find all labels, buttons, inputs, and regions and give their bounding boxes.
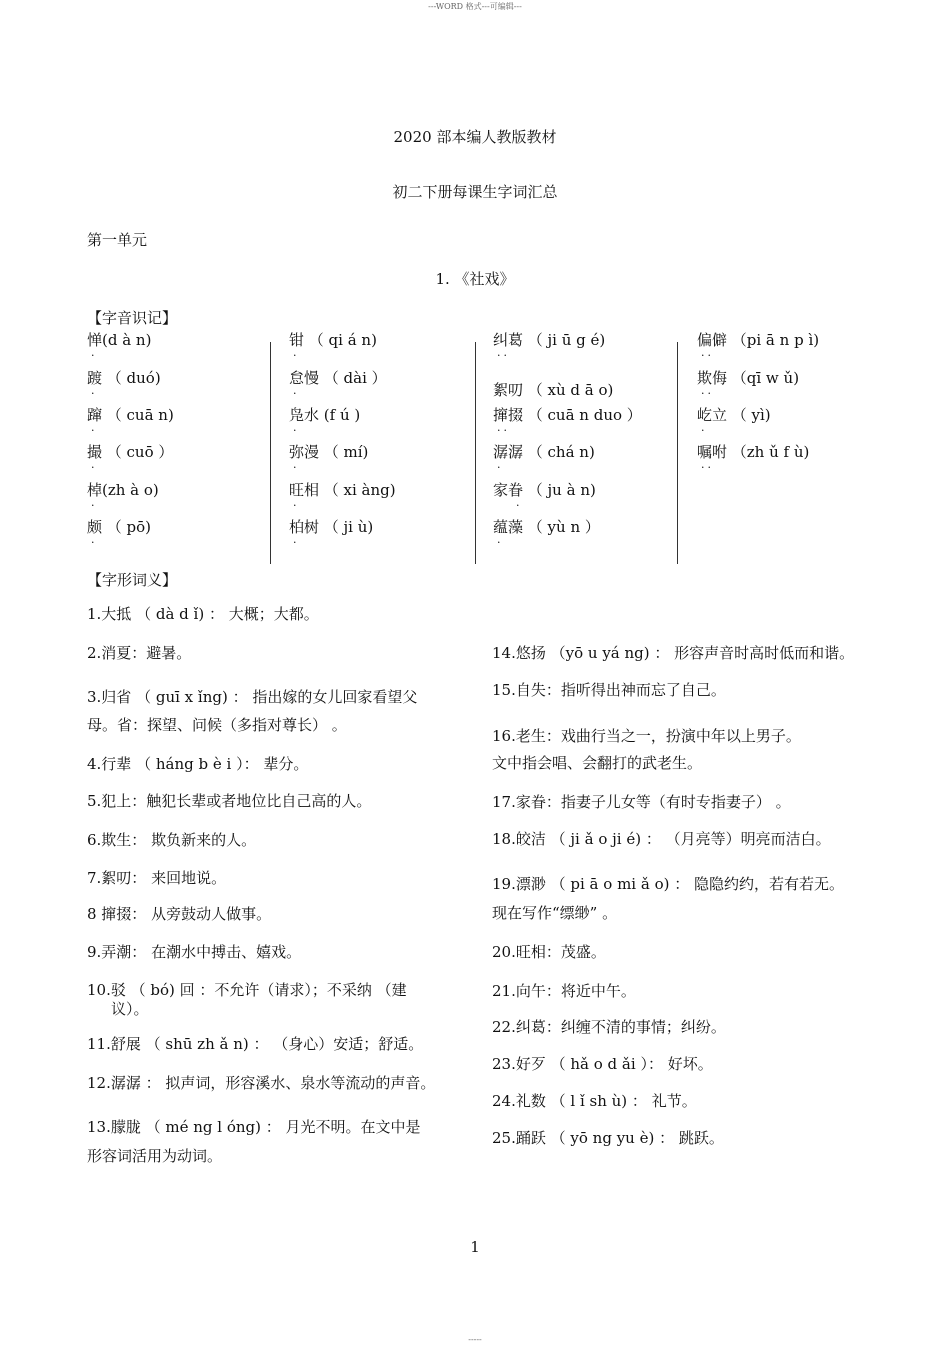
definition-item: 文中指会唱、会翻打的武老生。 [492,754,703,772]
definition-item: 18.皎洁 （ ji ǎ o ji é) ： （月亮等）明亮而洁白。 [492,830,831,848]
definition-item: 3.归省 （ guī x ǐng) ： 指出嫁的女儿回家看望父 [87,688,418,706]
definition-item: 9.弄潮： 在潮水中搏击、嬉戏。 [87,943,302,961]
definition-item: 21.向午：将近中午。 [492,982,636,1000]
pron-word: 踱 （ duó) [87,369,161,387]
pron-word: 惮(d à n) [87,331,152,349]
pron-word: 蹿 （ cuā n) [87,406,174,424]
emphasis-dots: · [497,461,504,474]
emphasis-dots: · [91,424,98,437]
definition-item: 14.悠扬 （yō u yá ng) ： 形容声音时高时低而和谐。 [492,644,855,662]
emphasis-dots: · [497,536,504,549]
definition-item: 2.消夏：避暑。 [87,644,192,662]
definition-item: 13.朦胧 （ mé ng l óng) ： 月光不明。在文中是 [87,1118,421,1136]
pron-word: 絮叨 （ xù d ā o) [493,381,614,399]
meaning-heading: 【字形词义】 [87,571,178,589]
definition-item: 8 撺掇： 从旁鼓动人做事。 [87,905,272,923]
definition-item: 10.驳 （ bó) 回 ：不允许（请求）；不采纳 （建 [87,981,407,999]
pron-word: 弥漫 （ mí) [289,443,369,461]
pron-word: 旺相 （ xi àng) [289,481,396,499]
emphasis-dots: · [293,387,300,400]
emphasis-dots: ·· [701,349,714,362]
emphasis-dots: · [293,424,300,437]
pronunciation-heading: 【字音识记】 [87,309,178,327]
pron-word: 棹(zh à o) [87,481,159,499]
definition-item: 23.好歹 （ hǎ o d ǎi ）： 好坏。 [492,1055,713,1073]
pron-word: 颇 （ pō) [87,518,152,536]
definition-item: 20.旺相：茂盛。 [492,943,606,961]
definition-item: 22.纠葛：纠缠不清的事情；纠纷。 [492,1018,726,1036]
definition-item: 11.舒展 （ shū zh ǎ n) ： （身心）安适；舒适。 [87,1035,424,1053]
emphasis-dots: · [293,349,300,362]
emphasis-dots: ·· [701,387,714,400]
pron-word: 撮 （ cuō ） [87,443,174,461]
pron-word: 蕴藻 （ yù n ） [493,518,600,536]
lesson-title: 1. 《社戏》 [435,270,515,288]
pron-word: 偏僻 （pi ā n p ì) [697,331,820,349]
column-divider [270,342,271,564]
emphasis-dots: · [91,349,98,362]
pron-word: 柏树 （ ji ù) [289,518,374,536]
emphasis-dots: · [91,499,98,512]
definition-item: 议）。 [111,1000,149,1018]
emphasis-dots: · [91,387,98,400]
definition-item: 6.欺生： 欺负新来的人。 [87,831,257,849]
emphasis-dots: · [701,424,708,437]
pron-word: 纠葛 （ ji ū g é) [493,331,606,349]
emphasis-dots: · [91,536,98,549]
pron-word: 屹立 （ yì) [697,406,771,424]
header-note: ---WORD 格式---可编辑--- [428,2,522,11]
document-subtitle: 初二下册每课生字词汇总 [392,183,558,201]
pron-word: 潺潺 （ chá n) [493,443,595,461]
definition-item: 25.踊跃 （ yō ng yu è) ： 跳跃。 [492,1129,724,1147]
definition-item: 15.自失：指听得出神而忘了自己。 [492,681,726,699]
column-divider [677,342,678,564]
emphasis-dots: ·· [497,349,510,362]
footer-note: ----- [468,1335,482,1344]
definition-item: 19.漂渺 （ pi ā o mi ǎ o) ： 隐隐约约，若有若无。 [492,875,844,893]
unit-heading: 第一单元 [87,231,148,249]
emphasis-dots: · [293,536,300,549]
definition-item: 5.犯上：触犯长辈或者地位比自己高的人。 [87,792,372,810]
emphasis-dots: · [516,499,523,512]
definition-item: 24.礼数 （ l ǐ sh ù) ： 礼节。 [492,1092,697,1110]
pron-word: 家眷 （ ju à n) [493,481,596,499]
definition-item: 17.家眷：指妻子儿女等（有时专指妻子） 。 [492,793,791,811]
emphasis-dots: · [293,499,300,512]
pron-word: 凫水 (f ú ) [289,406,361,424]
emphasis-dots: · [293,461,300,474]
document-title: 2020 部本编人教版教材 [393,128,557,146]
definition-item: 12.潺潺 ： 拟声词，形容溪水、泉水等流动的声音。 [87,1074,436,1092]
definition-item: 母。省：探望、问候（多指对尊长） 。 [87,716,347,734]
emphasis-dots: · [91,461,98,474]
definition-item: 4.行辈 （ háng b è i ）： 辈分。 [87,755,309,773]
emphasis-dots: ·· [497,424,510,437]
definition-item: 现在写作“缥缈” 。 [492,904,618,922]
definition-item: 1.大抵 （ dà d ǐ) ： 大概；大都。 [87,605,319,623]
definition-item: 7.絮叨： 来回地说。 [87,869,227,887]
pron-word: 撺掇 （ cuā n duo ） [493,406,642,424]
page-number: 1 [470,1238,480,1256]
definition-item: 形容词活用为动词。 [87,1147,223,1165]
definition-item: 16.老生：戏曲行当之一，扮演中年以上男子。 [492,727,801,745]
pron-word: 欺侮 （qī w ǔ) [697,369,800,387]
pron-word: 嘱咐 （zh ǔ f ù) [697,443,810,461]
pron-word: 钳 （ qi á n) [289,331,377,349]
column-divider [475,342,476,564]
pron-word: 怠慢 （ dài ） [289,369,387,387]
emphasis-dots: ·· [701,461,714,474]
